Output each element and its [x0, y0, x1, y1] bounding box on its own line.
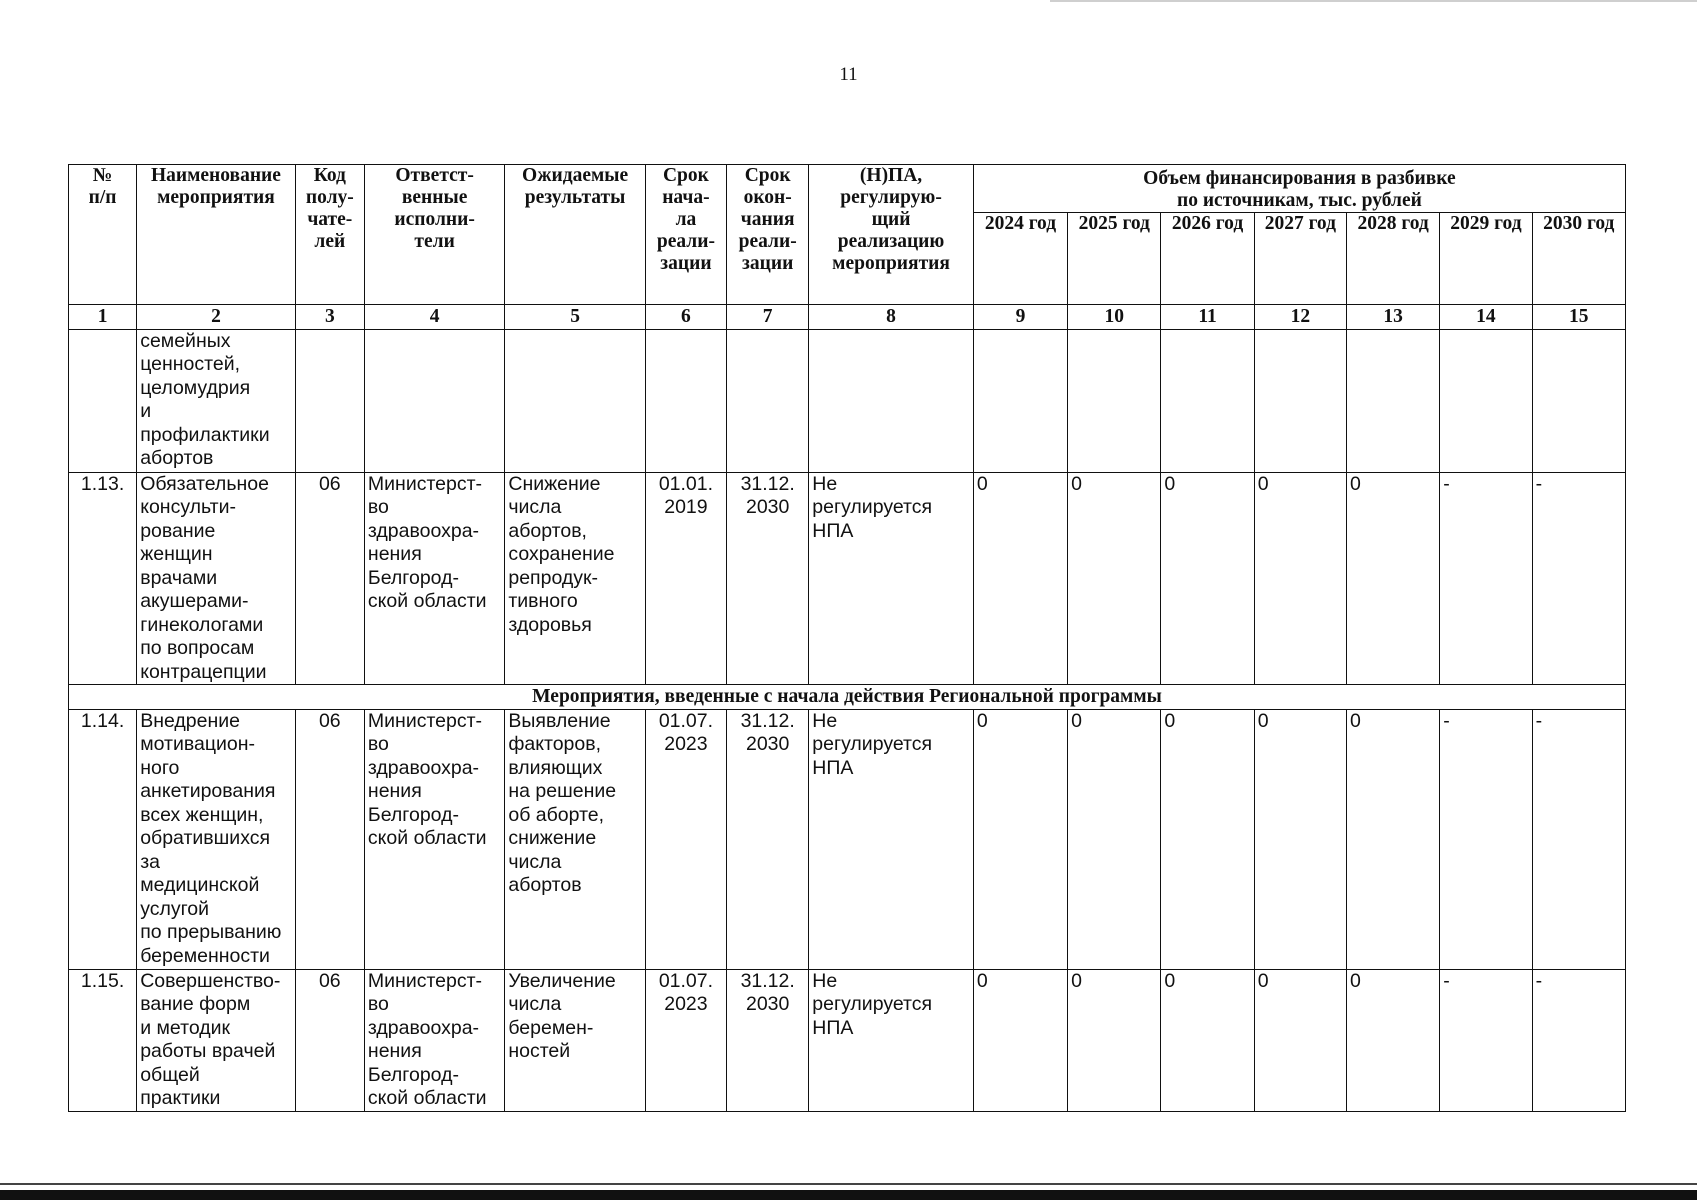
- header-year-2027: 2027 год: [1254, 213, 1346, 305]
- row-num: 1.14.: [69, 709, 137, 969]
- page-number: 11: [839, 64, 858, 85]
- header-year-2028: 2028 год: [1346, 213, 1439, 305]
- table-row: [69, 709, 1626, 969]
- row-npa: Не регулируется НПА: [809, 709, 974, 969]
- funding-2026: 0: [1161, 472, 1254, 685]
- column-number: 8: [809, 305, 974, 330]
- funding-2028: 0: [1346, 709, 1439, 969]
- row-code: 06: [295, 969, 364, 1111]
- funding-2030: -: [1532, 969, 1625, 1111]
- header-responsible: Ответст- венные исполни- тели: [364, 165, 504, 305]
- row-name: Обязательное консульти- рование женщин врачами акушерами- гинекологами по вопросам контрацепции: [137, 472, 296, 685]
- row-code: 06: [295, 472, 364, 685]
- top-rule: [1050, 0, 1697, 2]
- header-num: № п/п: [69, 165, 137, 305]
- row-start: 01.07. 2023: [645, 969, 726, 1111]
- funding-2026: 0: [1161, 969, 1254, 1111]
- header-end: Срок окон- чания реали- зации: [727, 165, 809, 305]
- column-number: 9: [973, 305, 1067, 330]
- header-funding: Объем финансирования в разбивке по источникам, тыс. рублей: [973, 165, 1625, 213]
- column-number: 4: [364, 305, 504, 330]
- scan-edge-line: [0, 1183, 1697, 1185]
- funding-2028: 0: [1346, 969, 1439, 1111]
- row-num: 1.13.: [69, 472, 137, 685]
- program-table: [68, 164, 1626, 1112]
- section-title: Мероприятия, введенные с начала действия Региональной программы: [69, 685, 1626, 710]
- column-number: 3: [295, 305, 364, 330]
- row-end: 31.12. 2030: [727, 472, 809, 685]
- row-responsible: Министерст- во здравоохра- нения Белгород- ской области: [364, 472, 504, 685]
- column-number: 11: [1161, 305, 1254, 330]
- column-number: 14: [1440, 305, 1532, 330]
- row-start: 01.01. 2019: [645, 472, 726, 685]
- funding-2025: 0: [1068, 969, 1161, 1111]
- funding-2030: -: [1532, 472, 1625, 685]
- funding-2027: 0: [1254, 969, 1346, 1111]
- header-year-2029: 2029 год: [1440, 213, 1532, 305]
- continuation-name: семейных ценностей, целомудрия и профилактики абортов: [137, 329, 296, 472]
- header-name: Наименование мероприятия: [137, 165, 296, 305]
- column-number: 15: [1532, 305, 1625, 330]
- row-num: 1.15.: [69, 969, 137, 1111]
- column-number: 7: [727, 305, 809, 330]
- column-number: 2: [137, 305, 296, 330]
- column-number: 5: [505, 305, 645, 330]
- header-year-2030: 2030 год: [1532, 213, 1625, 305]
- header-code: Код полу- чате- лей: [295, 165, 364, 305]
- column-number: 12: [1254, 305, 1346, 330]
- header-start: Срок нача- ла реали- зации: [645, 165, 726, 305]
- section-row: [69, 685, 1626, 710]
- column-number: 13: [1346, 305, 1439, 330]
- funding-2024: 0: [973, 472, 1067, 685]
- row-responsible: Министерст- во здравоохра- нения Белгород- ской области: [364, 969, 504, 1111]
- row-name: Внедрение мотивацион- ного анкетирования всех женщин, обратившихся за медицинской услугой по прерыванию беременности: [137, 709, 296, 969]
- row-results: Снижение числа абортов, сохранение репродук- тивного здоровья: [505, 472, 645, 685]
- row-end: 31.12. 2030: [727, 969, 809, 1111]
- row-npa: Не регулируется НПА: [809, 969, 974, 1111]
- funding-2024: 0: [973, 709, 1067, 969]
- funding-2027: 0: [1254, 472, 1346, 685]
- funding-2029: -: [1440, 969, 1532, 1111]
- row-code: 06: [295, 709, 364, 969]
- funding-2026: 0: [1161, 709, 1254, 969]
- column-numbers-row: [69, 305, 1626, 330]
- table-row: [69, 472, 1626, 685]
- column-number: 6: [645, 305, 726, 330]
- funding-2030: -: [1532, 709, 1625, 969]
- funding-2028: 0: [1346, 472, 1439, 685]
- funding-2029: -: [1440, 709, 1532, 969]
- column-number: 10: [1068, 305, 1161, 330]
- row-end: 31.12. 2030: [727, 709, 809, 969]
- header-year-2025: 2025 год: [1068, 213, 1161, 305]
- row-name: Совершенство- вание форм и методик работы врачей общей практики: [137, 969, 296, 1111]
- header-results: Ожидаемые результаты: [505, 165, 645, 305]
- funding-2029: -: [1440, 472, 1532, 685]
- row-results: Увеличение числа беремен- ностей: [505, 969, 645, 1111]
- row-results: Выявление факторов, влияющих на решение об аборте, снижение числа абортов: [505, 709, 645, 969]
- row-responsible: Министерст- во здравоохра- нения Белгород- ской области: [364, 709, 504, 969]
- funding-2027: 0: [1254, 709, 1346, 969]
- row-start: 01.07. 2023: [645, 709, 726, 969]
- scan-edge-band: [0, 1190, 1697, 1200]
- funding-2025: 0: [1068, 472, 1161, 685]
- table-row: [69, 329, 1626, 472]
- header-npa: (Н)ПА, регулирую- щий реализацию мероприятия: [809, 165, 974, 305]
- row-npa: Не регулируется НПА: [809, 472, 974, 685]
- funding-2025: 0: [1068, 709, 1161, 969]
- column-number: 1: [69, 305, 137, 330]
- table-row: [69, 969, 1626, 1111]
- header-year-2026: 2026 год: [1161, 213, 1254, 305]
- header-year-2024: 2024 год: [973, 213, 1067, 305]
- funding-2024: 0: [973, 969, 1067, 1111]
